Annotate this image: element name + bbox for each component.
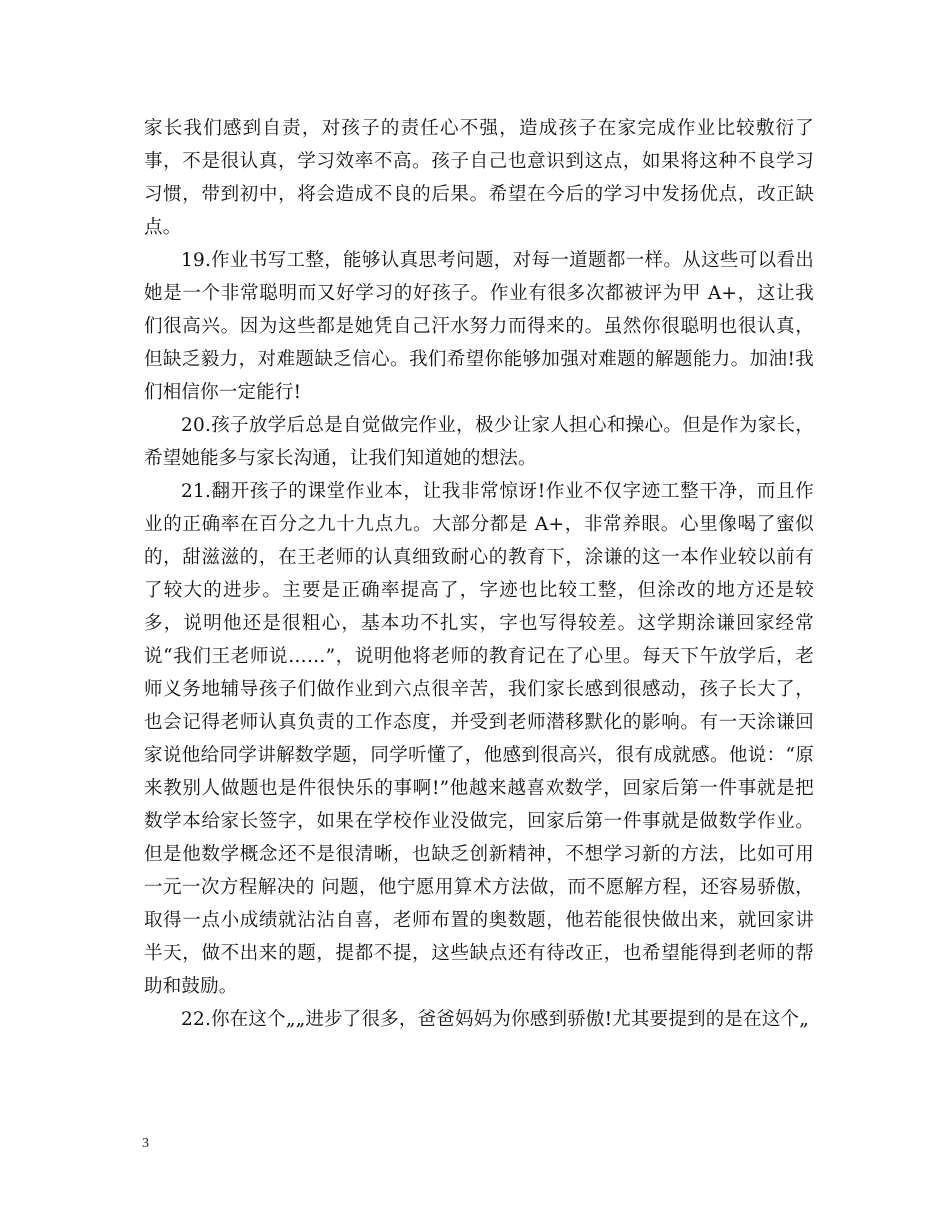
page-number: 3 (142, 1136, 149, 1151)
paragraph-19: 19.作业书写工整，能够认真思考问题，对每一道题都一样。从这些可以看出她是一个非常聪明而又好学习的好孩子。作业有很多次都被评为甲 A+，这让我们很高兴。因为这些都是她凭自己汗水努力而得来的。虽然你很聪明也很认真，但缺乏毅力，对难题缺乏信心。我们希望你能够加强对难题的解题能力。加油!我们相信你一定能行! (144, 250, 814, 403)
paragraph-20: 20.孩子放学后总是自觉做完作业，极少让家人担心和操心。但是作为家长，希望她能多与家长沟通，让我们知道她的想法。 (144, 415, 814, 469)
document-body (144, 112, 814, 1036)
paragraph-22: 22.你在这个„„进步了很多，爸爸妈妈为你感到骄傲!尤其要提到的是在这个„ (181, 1009, 810, 1030)
paragraph-21: 21.翻开孩子的课堂作业本，让我非常惊讶!作业不仅字迹工整干净，而且作业的正确率在百分之九十九点九。大部分都是 A+，非常养眼。心里像喝了蜜似的，甜滋滋的，在王老师的认真细致耐心的教育下，涂谦的这一本作业较以前有了较大的进步。主要是正确率提高了，字迹也比较工整，但涂改的地方还是较多，说明他还是很粗心，基本功不扎实，字也写得较差。这学期涂谦回家经常说“我们王老师说……”，说明他将老师的教育记在了心里。每天下午放学后，老师义务地辅导孩子们做作业到六点很辛苦，我们家长感到很感动，孩子长大了，也会记得老师认真负责的工作态度，并受到老师潜移默化的影响。有一天涂谦回家说他给同学讲解数学题，同学听懂了，他感到很高兴，很有成就感。他说：“原来教别人做题也是件很快乐的事啊!”他越来越喜欢数学，回家后第一件事就是把数学本给家长签字，如果在学校作业没做完，回家后第一件事就是做数学作业。但是他数学概念还不是很清晰，也缺乏创新精神，不想学习新的方法，比如可用一元一次方程解决的 问题，他宁愿用算术方法做，而不愿解方程，还容易骄傲，取得一点小成绩就沾沾自喜，老师布置的奥数题，他若能很快做出来，就回家讲半天，做不出来的题，提都不提，这些缺点还有待改正，也希望能得到老师的帮助和鼓励。 (144, 481, 814, 997)
paragraph-continuation: 家长我们感到自责，对孩子的责任心不强，造成孩子在家完成作业比较敷衍了事，不是很认真，学习效率不高。孩子自己也意识到这点，如果将这种不良学习习惯，带到初中，将会造成不良的后果。希望在今后的学习中发扬优点，改正缺点。 (144, 118, 814, 238)
